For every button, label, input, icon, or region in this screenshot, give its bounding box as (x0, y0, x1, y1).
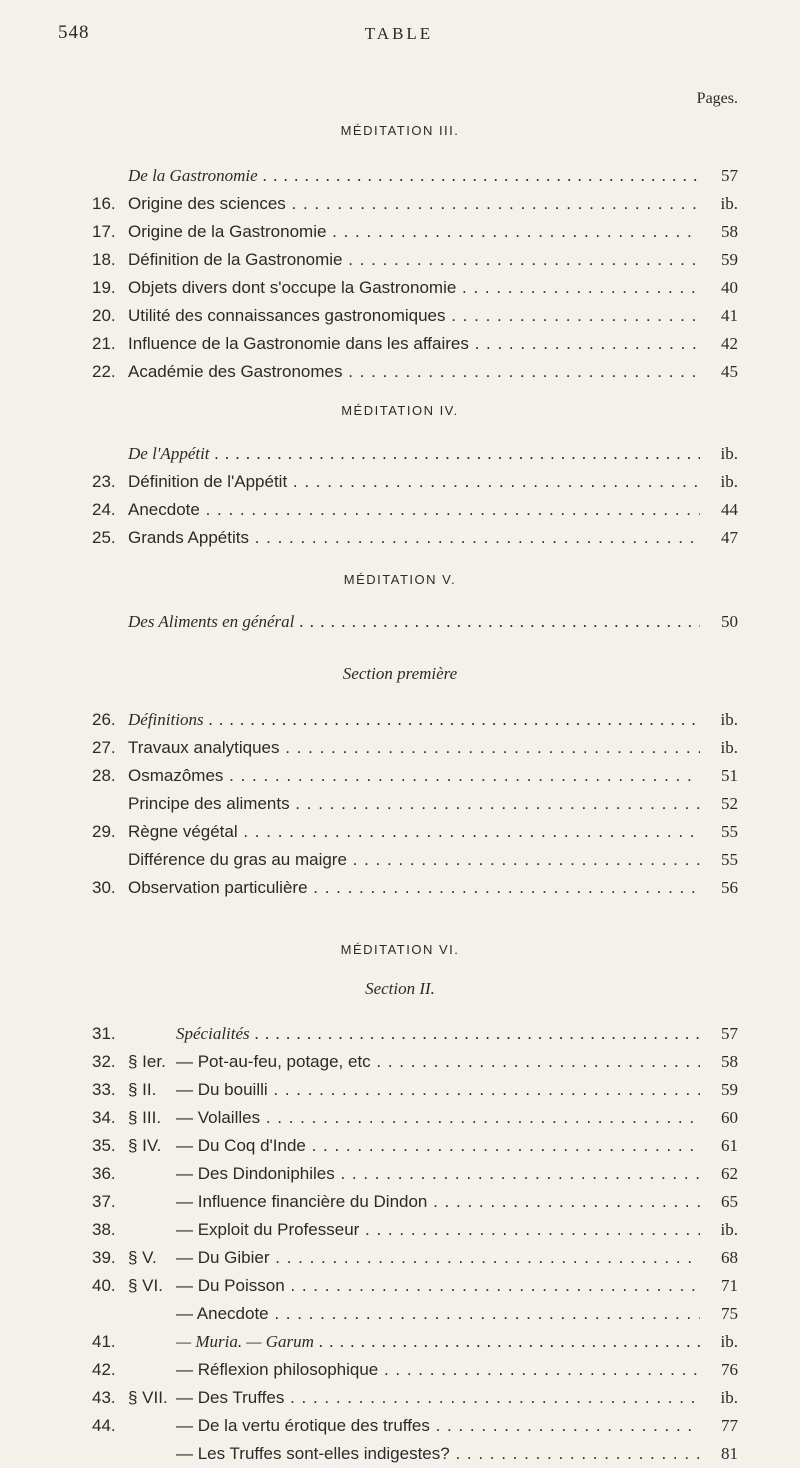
entry-number: 21. (92, 334, 116, 353)
toc-entry (0, 1384, 800, 1412)
meditation-5-section-list (0, 706, 800, 902)
entry-page-number: 52 (721, 794, 738, 813)
entry-title: — De la vertu érotique des truffes . . . (176, 1416, 700, 1436)
entry-number: 33. (92, 1080, 116, 1099)
entry-title: Osmazômes . . . (128, 766, 700, 786)
meditation-4-list (0, 440, 800, 552)
entry-title: Règne végétal . . . (128, 822, 700, 842)
section-ii-title: Section II. (365, 979, 435, 998)
toc-entry (0, 608, 800, 636)
toc-entry (0, 1244, 800, 1272)
entry-title: Utilité des connaissances gastronomiques . . . (128, 306, 700, 326)
entry-title: Travaux analytiques . . . (128, 738, 700, 758)
running-title: TABLE (364, 24, 434, 43)
toc-entry (0, 190, 800, 218)
meditation-6-list (0, 1020, 800, 1468)
toc-entry (0, 1272, 800, 1300)
toc-entry (0, 1356, 800, 1384)
toc-entry (0, 818, 800, 846)
entry-page-number: 58 (721, 1052, 738, 1071)
entry-title: Anecdote . . . (128, 500, 700, 520)
toc-entry (0, 246, 800, 274)
toc-entry (0, 1188, 800, 1216)
entry-page-number: 40 (721, 278, 738, 297)
entry-number: 35. (92, 1136, 116, 1155)
entry-number: 23. (92, 472, 116, 491)
toc-entry (0, 274, 800, 302)
toc-entry (0, 762, 800, 790)
entry-section-mark: § V. (128, 1248, 157, 1267)
entry-title: Objets divers dont s'occupe la Gastronomie . . . (128, 278, 700, 298)
meditation-3-heading: MÉDITATION III. (340, 123, 460, 138)
entry-title: Origine de la Gastronomie . . . (128, 222, 700, 242)
entry-number: 30. (92, 878, 116, 897)
toc-entry (0, 1328, 800, 1356)
entry-page-number: 50 (721, 612, 738, 631)
entry-number: 44. (92, 1416, 116, 1435)
entry-title: — Influence financière du Dindon . . . (176, 1192, 700, 1212)
entry-page-number: 56 (721, 878, 738, 897)
toc-entry (0, 1076, 800, 1104)
toc-entry (0, 524, 800, 552)
meditation-5-list (0, 608, 800, 636)
entry-page-number: 76 (721, 1360, 738, 1379)
entry-title: Des Aliments en général . . . (128, 612, 700, 632)
toc-entry (0, 302, 800, 330)
toc-entry (0, 496, 800, 524)
entry-number: 22. (92, 362, 116, 381)
entry-page-number: 57 (721, 166, 738, 185)
toc-entry (0, 1216, 800, 1244)
entry-page-number: 60 (721, 1108, 738, 1127)
entry-page-number: 55 (721, 850, 738, 869)
toc-entry (0, 1300, 800, 1328)
entry-title: Définition de la Gastronomie . . . (128, 250, 700, 270)
entry-number: 32. (92, 1052, 116, 1071)
toc-entry (0, 330, 800, 358)
toc-entry (0, 1132, 800, 1160)
toc-entry (0, 1104, 800, 1132)
entry-number: 17. (92, 222, 116, 241)
entry-page-number: 65 (721, 1192, 738, 1211)
entry-number: 31. (92, 1024, 116, 1043)
entry-title: Définition de l'Appétit . . . (128, 472, 700, 492)
entry-title: — Pot-au-feu, potage, etc . . . (176, 1052, 700, 1072)
entry-title: — Du Poisson . . . (176, 1276, 700, 1296)
entry-page-number: 51 (721, 766, 738, 785)
entry-title: — Anecdote . . . (176, 1304, 700, 1324)
toc-entry (0, 218, 800, 246)
entry-page-number: 59 (721, 250, 738, 269)
entry-title: — Des Dindoniphiles . . . (176, 1164, 700, 1184)
entry-title: Définitions . . . (128, 710, 700, 730)
entry-number: 20. (92, 306, 116, 325)
meditation-5-heading: MÉDITATION V. (343, 572, 457, 587)
entry-number: 38. (92, 1220, 116, 1239)
entry-page-number: 61 (721, 1136, 738, 1155)
toc-entry (0, 734, 800, 762)
toc-entry (0, 440, 800, 468)
toc-entry (0, 1412, 800, 1440)
entry-title: Origine des sciences . . . (128, 194, 700, 214)
entry-number: 29. (92, 822, 116, 841)
toc-entry (0, 358, 800, 386)
toc-entry (0, 846, 800, 874)
entry-title: — Du Gibier . . . (176, 1248, 700, 1268)
entry-page-number: 62 (721, 1164, 738, 1183)
entry-section-mark: § IV. (128, 1136, 162, 1155)
entry-title: De l'Appétit . . . (128, 444, 700, 464)
entry-title: — Muria. — Garum . . . (176, 1332, 700, 1352)
toc-entry (0, 874, 800, 902)
entry-number: 43. (92, 1388, 116, 1407)
entry-page-number: ib. (720, 710, 738, 729)
section-premiere-title: Section première (342, 664, 458, 683)
meditation-4-heading: MÉDITATION IV. (341, 403, 459, 418)
entry-page-number: ib. (720, 444, 738, 463)
entry-title: — Exploit du Professeur . . . (176, 1220, 700, 1240)
entry-page-number: 71 (721, 1276, 738, 1295)
toc-entry (0, 468, 800, 496)
entry-number: 42. (92, 1360, 116, 1379)
entry-title: — Du bouilli . . . (176, 1080, 700, 1100)
toc-entry (0, 1440, 800, 1468)
entry-title: — Réflexion philosophique . . . (176, 1360, 700, 1380)
toc-entry (0, 162, 800, 190)
entry-title: — Volailles . . . (176, 1108, 700, 1128)
entry-number: 36. (92, 1164, 116, 1183)
entry-section-mark: § III. (128, 1108, 162, 1127)
entry-page-number: ib. (720, 1220, 738, 1239)
page-number: 548 (58, 22, 90, 43)
entry-page-number: 47 (721, 528, 738, 547)
running-head (58, 22, 740, 46)
entry-title: Spécialités . . . (176, 1024, 700, 1044)
pages-column-label: Pages. (696, 90, 738, 107)
entry-section-mark: § Ier. (128, 1052, 166, 1071)
entry-number: 28. (92, 766, 116, 785)
entry-title: — Les Truffes sont-elles indigestes? . . . (176, 1444, 700, 1464)
entry-page-number: 41 (721, 306, 738, 325)
meditation-6-heading: MÉDITATION VI. (340, 942, 460, 957)
entry-title: Académie des Gastronomes . . . (128, 362, 700, 382)
toc-entry (0, 790, 800, 818)
entry-section-mark: § VII. (128, 1388, 168, 1407)
entry-title: Différence du gras au maigre . . . (128, 850, 700, 870)
entry-title: Grands Appétits . . . (128, 528, 700, 548)
entry-page-number: ib. (720, 472, 738, 491)
meditation-3-list (0, 162, 800, 386)
entry-number: 37. (92, 1192, 116, 1211)
entry-page-number: 57 (721, 1024, 738, 1043)
entry-title: De la Gastronomie . . . (128, 166, 700, 186)
toc-entry (0, 1020, 800, 1048)
entry-page-number: 81 (721, 1444, 738, 1463)
entry-number: 27. (92, 738, 116, 757)
entry-page-number: 55 (721, 822, 738, 841)
entry-number: 26. (92, 710, 116, 729)
entry-page-number: 68 (721, 1248, 738, 1267)
entry-page-number: ib. (720, 1332, 738, 1351)
entry-page-number: ib. (720, 194, 738, 213)
entry-number: 19. (92, 278, 116, 297)
entry-number: 16. (92, 194, 116, 213)
entry-title: — Du Coq d'Inde . . . (176, 1136, 700, 1156)
entry-page-number: 75 (721, 1304, 738, 1323)
entry-title: Observation particulière . . . (128, 878, 700, 898)
toc-entry (0, 1160, 800, 1188)
entry-number: 41. (92, 1332, 116, 1351)
entry-page-number: 42 (721, 334, 738, 353)
entry-page-number: ib. (720, 1388, 738, 1407)
entry-page-number: ib. (720, 738, 738, 757)
toc-entry (0, 706, 800, 734)
entry-section-mark: § VI. (128, 1276, 163, 1295)
entry-title: Influence de la Gastronomie dans les affaires . . . (128, 334, 700, 354)
entry-page-number: 45 (721, 362, 738, 381)
entry-number: 18. (92, 250, 116, 269)
entry-number: 34. (92, 1108, 116, 1127)
entry-number: 40. (92, 1276, 116, 1295)
entry-number: 39. (92, 1248, 116, 1267)
entry-page-number: 58 (721, 222, 738, 241)
entry-title: Principe des aliments . . . (128, 794, 700, 814)
entry-number: 24. (92, 500, 116, 519)
entry-page-number: 44 (721, 500, 738, 519)
entry-number: 25. (92, 528, 116, 547)
entry-page-number: 59 (721, 1080, 738, 1099)
entry-title: — Des Truffes . . . (176, 1388, 700, 1408)
toc-entry (0, 1048, 800, 1076)
entry-section-mark: § II. (128, 1080, 157, 1099)
entry-page-number: 77 (721, 1416, 738, 1435)
